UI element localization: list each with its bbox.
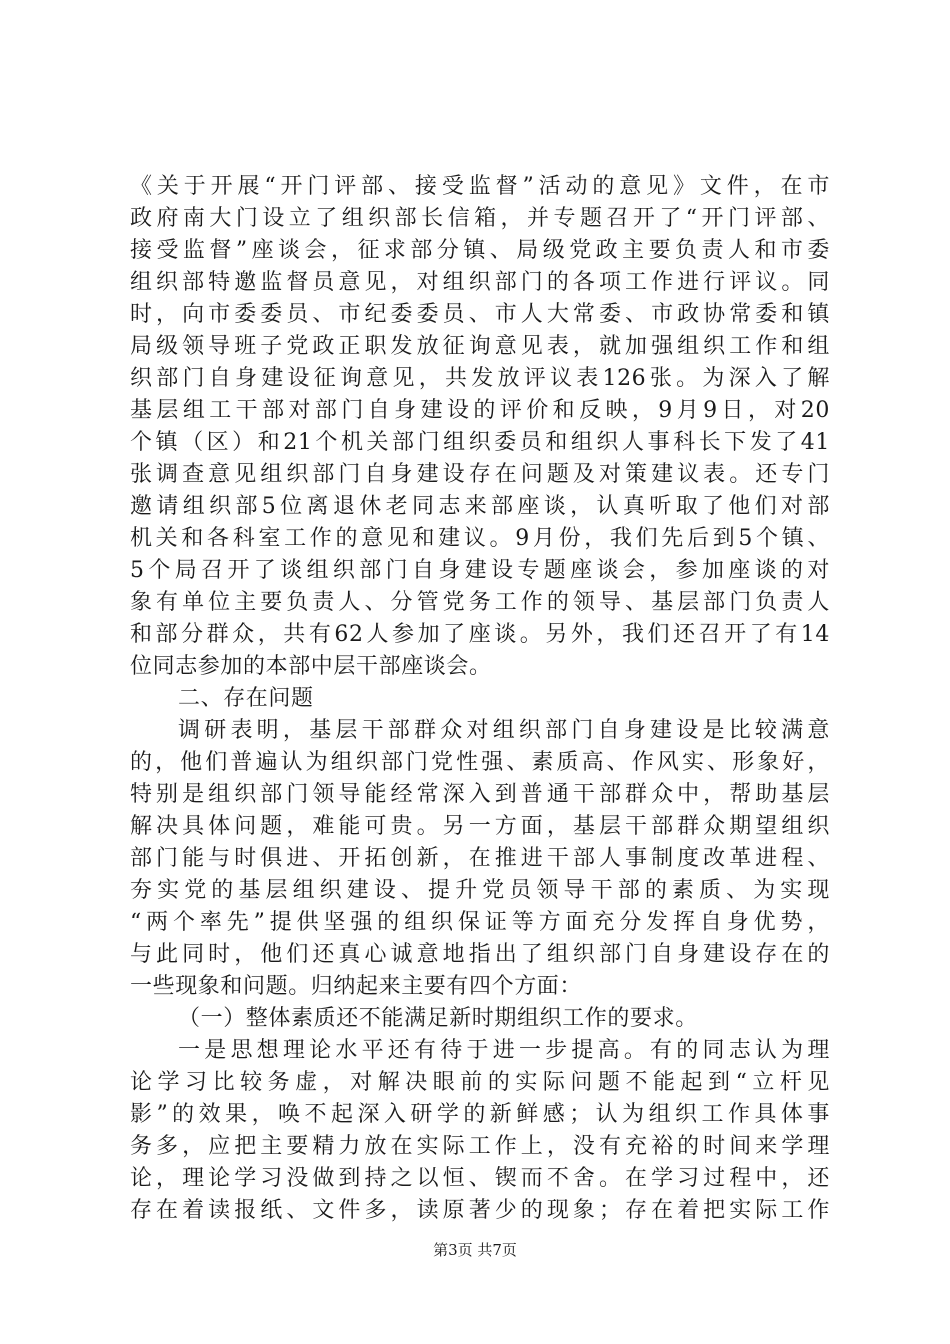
text-line: 位同志参加的本部中层干部座谈会。 [130, 654, 492, 679]
document-body [130, 171, 830, 1227]
text-line: （一）整体素质还不能满足新时期组织工作的要求。 [178, 1006, 698, 1031]
text-line: 基层组工干部对部门自身建设的评价和反映，9月9日，对20 [130, 398, 830, 423]
text-line: 部门能与时俱进、开拓创新，在推进干部人事制度改革进程、 [130, 846, 830, 871]
text-line: 特别是组织部门领导能经常深入到普通干部群众中，帮助基层 [130, 782, 830, 807]
text-line: 局级领导班子党政正职发放征询意见表，就加强组织工作和组 [130, 334, 830, 359]
text-line: 务多，应把主要精力放在实际工作上，没有充裕的时间来学理 [130, 1134, 830, 1159]
text-line: 的，他们普遍认为组织部门党性强、素质高、作风实、形象好， [130, 750, 830, 775]
text-line: 解决具体问题，难能可贵。另一方面，基层干部群众期望组织 [130, 814, 830, 839]
text-line: 《关于开展“开门评部、接受监督”活动的意见》文件，在市 [130, 174, 830, 199]
text-line: 接受监督”座谈会，征求部分镇、局级党政主要负责人和市委 [130, 238, 830, 263]
text-line: 论学习比较务虚，对解决眼前的实际问题不能起到“立杆见 [130, 1070, 830, 1095]
page-footer: 第3页 共7页 [433, 1241, 517, 1259]
text-line: 邀请组织部5位离退休老同志来部座谈，认真听取了他们对部 [130, 494, 830, 519]
text-line: 象有单位主要负责人、分管党务工作的领导、基层部门负责人 [130, 590, 830, 615]
text-line: 夯实党的基层组织建设、提升党员领导干部的素质、为实现 [130, 878, 830, 903]
text-line: 一是思想理论水平还有待于进一步提高。有的同志认为理 [178, 1038, 830, 1063]
text-line: 政府南大门设立了组织部长信箱，并专题召开了“开门评部、 [130, 206, 830, 231]
text-line: 存在着读报纸、文件多，读原著少的现象；存在着把实际工作 [130, 1198, 830, 1223]
text-line: 和部分群众，共有62人参加了座谈。另外，我们还召开了有14 [130, 622, 830, 647]
text-line: 一些现象和问题。归纳起来主要有四个方面： [130, 974, 583, 999]
text-line: 调研表明，基层干部群众对组织部门自身建设是比较满意 [178, 718, 830, 743]
text-line: 二、存在问题 [178, 686, 314, 711]
text-line: 织部门自身建设征询意见，共发放评议表126张。为深入了解 [130, 366, 830, 391]
text-line: 影”的效果，唤不起深入研学的新鲜感；认为组织工作具体事 [130, 1102, 830, 1127]
text-line: 张调查意见组织部门自身建设存在问题及对策建议表。还专门 [130, 462, 830, 487]
text-line: 与此同时，他们还真心诚意地指出了组织部门自身建设存在的 [130, 942, 830, 967]
text-line: 论，理论学习没做到持之以恒、锲而不舍。在学习过程中，还 [130, 1166, 830, 1191]
text-line: “两个率先”提供坚强的组织保证等方面充分发挥自身优势， [130, 910, 830, 935]
text-line: 5个局召开了谈组织部门自身建设专题座谈会，参加座谈的对 [130, 558, 830, 583]
text-line: 组织部特邀监督员意见，对组织部门的各项工作进行评议。同 [130, 270, 830, 295]
text-line: 时，向市委委员、市纪委委员、市人大常委、市政协常委和镇 [130, 302, 830, 327]
text-line: 个镇（区）和21个机关部门组织委员和组织人事科长下发了41 [130, 430, 830, 455]
text-line: 机关和各科室工作的意见和建议。9月份，我们先后到5个镇、 [130, 526, 830, 551]
